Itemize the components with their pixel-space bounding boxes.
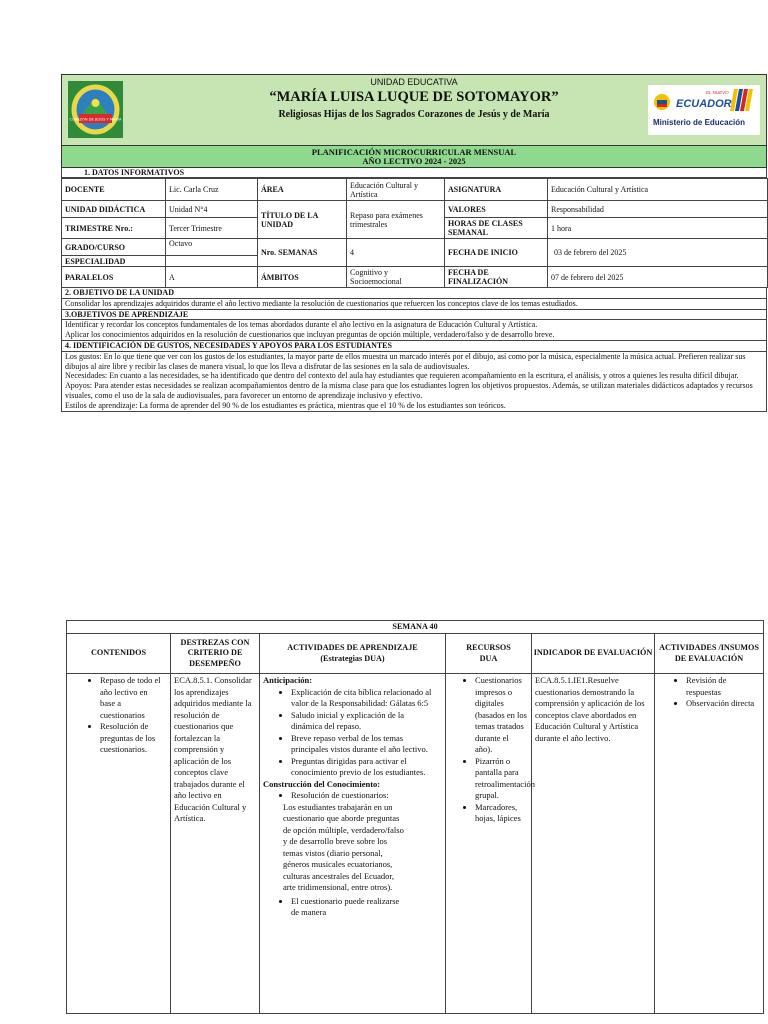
asignatura-value: Educación Cultural y Artística [548,179,768,201]
insumos-cell [655,674,764,1014]
anticipacion-item: • Preguntas dirigidas para activar el conocimiento previo de los estudiantes. [291,756,434,779]
plan-title-band [61,146,767,168]
construccion-label: Construcción del Conocimiento: [263,778,381,789]
school-name: “MARÍA LUISA LUQUE DE SOTOMAYOR” [269,89,559,105]
objetivos-aprendizaje-heading: 3.OBJETIVOS DE APRENDIZAJE [61,310,767,321]
valores-value: Responsabilidad [548,201,768,218]
trimestre-label: TRIMESTRE Nro.: [62,218,166,239]
fin-value: 07 de febrero del 2025 [548,267,768,288]
grado-value: Octavo [166,239,258,256]
horas-value: 1 hora [548,218,768,239]
objetivo-unidad-text: Consolidar los aprendizajes adquiridos durante el año lectivo mediante la resolución de cuestionarios que refuercen los conceptos clave de los temas estudiados. [61,299,767,310]
anticipacion-label: Anticipación: [263,675,313,685]
datos-heading: 1. DATOS INFORMATIVOS [61,168,767,178]
unit-type: UNIDAD EDUCATIVA [370,77,458,87]
semana-title: SEMANA 40 [67,621,764,634]
congregation: Religiosas Hijas de los Sagrados Corazones de Jesús y de María [278,109,550,120]
anticipacion-item: • Explicación de cita bíblica relacionado al valor de la Responsabilidad: Gálatas 6:5 [291,687,434,710]
construccion-item: • Resolución de cuestionarios: Los estudiantes trabajarán en un cuestionario que aborde preguntas de opción múltiple, verdadero/falso y de desarrollo breve sobre los temas vistos (diario personal, géneros musicales ecuatorianos, culturas ancestrales del Ecuador, arte tridimensional, entre otros). [291,790,406,894]
titulo-label: TÍTULO DE LA UNIDAD [258,201,347,239]
planning-document [61,74,767,412]
anticipacion-item: • Saludo inicial y explicación de la dinámica del repaso. [291,710,434,733]
contenido-item: • Resolución de preguntas de los cuestionarios. [100,721,163,756]
inicio-value: 03 de febrero del 2025 [548,239,768,267]
objetivo-aprendizaje-2: Aplicar los conocimientos adquiridos en la resolución de cuestionarios que incluyan preguntas de opción múltiple, verdadero/falso y de desarrollo breve. [65,330,555,340]
ministry-logo-icon [648,85,760,135]
construccion-item: • El cuestionario puede realizarse de manera [291,896,406,919]
area-label: ÁREA [258,179,347,201]
actividades-header: ACTIVIDADES DE APRENDIZAJE (Estrategias DUA) [260,634,446,674]
especialidad-value [166,256,258,267]
gustos-heading: 4. IDENTIFICACIÓN DE GUSTOS, NECESIDADES Y APOYOS PARA LOS ESTUDIANTES [61,341,767,352]
docente-value: Lic. Carla Cruz [166,179,258,201]
logo-text: CORAZÓN DE JESÚS Y MARÍA [69,117,122,122]
necesidades-paragraph: Necesidades: En cuanto a las necesidades, se ha identificado que dentro del contexto del aula hay estudiantes que requieren acompañamiento en la escritura, el análisis, y otros a quienes les resulta difícil dibujar. [65,371,739,381]
contenidos-header: CONTENIDOS [67,634,171,674]
grado-label: GRADO/CURSO [62,239,166,256]
indicador-cell: ECA.8.5.1.IE1.Resuelve cuestionarios demostrando la comprensión y aplicación de los conceptos clave abordados en Educación Cultural y Artística durante el año lectivo. [532,674,655,1014]
insumos-header: ACTIVIDADES /INSUMOS DE EVALUACIÓN [655,634,764,674]
valores-label: VALORES [445,201,548,218]
anticipacion-item: • Breve repaso verbal de los temas principales vistos durante el año lectivo. [291,733,434,756]
ministry-brand: ECUADOR [676,98,732,110]
estilos-paragraph: Estilos de aprendizaje: La forma de aprender del 90 % de los estudiantes es práctica, mientras que el 10 % de los estudiantes son teóricos. [65,400,506,410]
indicador-header: INDICADOR DE EVALUACIÓN [532,634,655,674]
recurso-item: • Cuestionarios impresos o digitales (basados en los temas tratados durante el año). [475,675,528,756]
school-header [61,74,767,146]
objetivo-aprendizaje-1: Identificar y recordar los conceptos fundamentales de los temas abordados durante el año lectivo en la asignatura de Educación Cultural y Artística. [65,320,538,330]
especialidad-label: ESPECIALIDAD [62,256,166,267]
contenidos-cell [67,674,171,1014]
datos-table [61,178,768,288]
contenido-item: • Repaso de todo el año lectivo en base a cuestionarios [100,675,163,721]
recurso-item: • Pizarrón o pantalla para retroalimentación grupal. [475,756,528,802]
destrezas-cell: ECA.8.5.1. Consolidar los aprendizajes adquiridos mediante la resolución de cuestionarios que fortalezcan la comprensión y aplicación de los conceptos clave trabajados durante el año lectivo en Educación Cultural y Artística. [171,674,260,1014]
area-value: Educación Cultural y Artística [347,179,445,201]
fin-label: FECHA DE FINALIZACIÓN [445,267,548,288]
paralelos-value: A [166,267,258,288]
svg-text:EL NUEVO: EL NUEVO [706,90,729,95]
docente-label: DOCENTE [62,179,166,201]
objetivos-aprendizaje-text [61,320,767,341]
plan-year: AÑO LECTIVO 2024 - 2025 [362,156,466,166]
unidad-value: Unidad N°4 [166,201,258,218]
semana-table [66,620,764,1014]
objetivo-unidad-heading: 2. OBJETIVO DE LA UNIDAD [61,288,767,299]
semanas-value: 4 [347,239,445,267]
trimestre-value: Tercer Trimestre [166,218,258,239]
actividades-cell [260,674,446,1014]
apoyos-paragraph: Apoyos: Para atender estas necesidades se realizan acompañamientos dentro de la misma clase para que los estudiantes logren los objetivos propuestos. Además, se utilizan materiales didácticos adaptados y recursos visuales, como el uso de la sala de audiovisuales, para favorecer un entorno de aprendizaje inclusivo y efectivo. [65,381,753,400]
unidad-label: UNIDAD DIDÁCTICA [62,201,166,218]
semanas-label: Nro. SEMANAS [258,239,347,267]
ambitos-label: ÁMBITOS [258,267,347,288]
recursos-header: RECURSOS DUA [446,634,532,674]
plan-title: PLANIFICACIÓN MICROCURRICULAR MENSUAL [311,147,517,157]
ambitos-value: Cognitivo y Socioemocional [347,267,445,288]
titulo-value: Repaso para exámenes trimestrales [347,201,445,239]
recurso-item: • Marcadores, hojas, lápices [475,802,528,825]
insumo-item: • Revisión de respuestas [686,675,758,698]
paralelos-label: PARALELOS [62,267,166,288]
asignatura-label: ASIGNATURA [445,179,548,201]
gustos-paragraph: Los gustos: En lo que tiene que ver con los gustos de los estudiantes, la mayor parte de ellos muestra un marcado interés por el dibujo, así como por la música, especialmente la música actual. Prefieren realizar sus dibujos al aire libre y recibir las clases de manera visual, lo que los lleva a disfrutar de las sesiones en la sala de audiovisuales. [65,351,746,371]
ministry-name: Ministerio de Educación [653,118,746,127]
recursos-cell [446,674,535,1014]
insumo-item: • Observación directa [686,698,758,710]
horas-label: HORAS DE CLASES SEMANAL [445,218,548,239]
construccion-text: Los estudiantes trabajarán en un cuestionario que aborde preguntas de opción múltiple, verdadero/falso y de desarrollo breve sobre los temas vistos (diario personal, géneros musicales ecuatorianos, culturas ancestrales del Ecuador, arte tridimensional, entre otros). [283,801,404,892]
inicio-label: FECHA DE INICIO [445,239,548,267]
destrezas-header: DESTREZAS CON CRITERIO DE DESEMPEÑO [171,634,260,674]
gustos-text [61,352,767,412]
